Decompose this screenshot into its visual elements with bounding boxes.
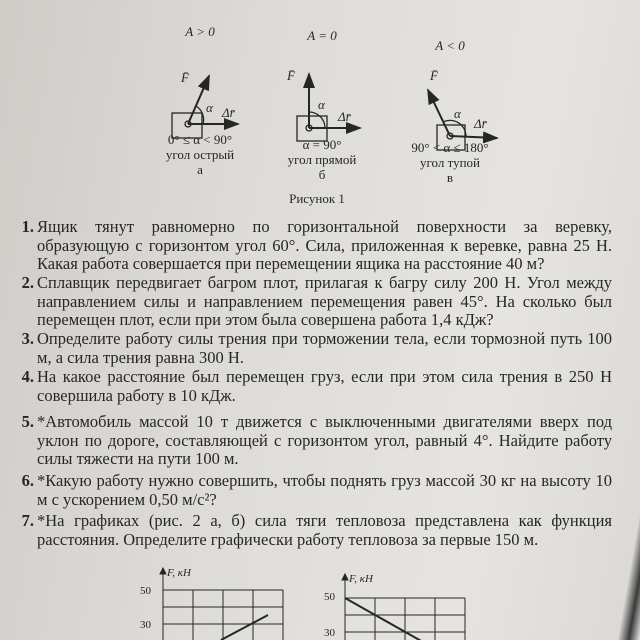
work-sign: A > 0 bbox=[185, 24, 215, 39]
graph-b-tick: 50 bbox=[324, 591, 335, 603]
angle-type: угол прямой bbox=[287, 152, 357, 167]
problem-text-line: *Какую работу нужно совершить, чтобы поднять груз массой 30 кг на высоту 10 bbox=[37, 471, 612, 490]
problem-number: 2. bbox=[21, 273, 34, 292]
force-label: F̄ bbox=[181, 70, 189, 85]
figure-panel-a-caption bbox=[140, 132, 260, 177]
problem-number: 4. bbox=[21, 367, 34, 386]
displacement-label: Δr̄ bbox=[474, 116, 487, 131]
problem-text-line: *Автомобиль массой 10 т движется с выключенными двигателями вверх под bbox=[37, 412, 612, 431]
graph-b-axis-label: F, кН bbox=[349, 573, 373, 585]
alpha-label: α bbox=[206, 100, 213, 115]
problem-item bbox=[12, 218, 612, 274]
problem-text-line: образующую с горизонтом угол 60°. Сила, приложенная к веревке, равна 25 Н. bbox=[37, 235, 612, 255]
problem-text-line: совершила работу в 10 кДж. bbox=[37, 385, 236, 405]
displacement-label: Δr̄ bbox=[222, 105, 235, 120]
problem-number: 3. bbox=[21, 329, 34, 348]
problem-item bbox=[12, 512, 612, 549]
problem-item bbox=[12, 413, 612, 469]
figure-panel-b-caption bbox=[262, 137, 382, 182]
angle-range: 0° ≤ α < 90° bbox=[167, 132, 233, 147]
force-label: F̄ bbox=[430, 68, 438, 83]
problem-item bbox=[12, 274, 612, 330]
panel-letter: б bbox=[318, 167, 326, 182]
graph-a-line bbox=[221, 615, 268, 640]
problem-text-line: *На графиках (рис. 2 а, б) сила тяги тепловоза представлена как функция bbox=[37, 511, 612, 530]
problem-text-line: Определите работу силы трения при торможении тела, если тормозной путь 100 bbox=[37, 329, 612, 348]
problem-number: 1. bbox=[21, 217, 34, 236]
alpha-label: α bbox=[454, 106, 461, 121]
panel-letter: в bbox=[446, 170, 454, 185]
figure2-graphs bbox=[0, 560, 640, 640]
graph-a-tick: 30 bbox=[140, 619, 151, 631]
problem-text-line: силы тяжести на пути 100 м. bbox=[37, 449, 239, 468]
problem-text-line: Ящик тянут равномерно по горизонтальной поверхности за веревку, bbox=[37, 217, 612, 236]
problem-item bbox=[12, 368, 612, 405]
force-label: F̄ bbox=[287, 68, 295, 83]
angle-type: угол тупой bbox=[420, 155, 480, 170]
work-sign: A < 0 bbox=[435, 38, 465, 53]
work-sign: A = 0 bbox=[307, 28, 337, 43]
displacement-label: Δr̄ bbox=[338, 109, 351, 124]
problem-text-line: расстояния. Определите графически работу тепловоза за первые 150 м. bbox=[37, 529, 539, 549]
angle-range: α = 90° bbox=[302, 137, 342, 152]
problem-text-line: уклон по дороге, составляющей с горизонтом угол, равный 4°. Найдите работу bbox=[37, 430, 612, 450]
figure-caption: Рисунок 1 bbox=[289, 191, 345, 206]
graph-b-line bbox=[345, 598, 423, 640]
problem-text-line: На какое расстояние был перемещен груз, если при этом сила трения в 250 Н bbox=[37, 367, 612, 386]
angle-type: угол острый bbox=[165, 147, 235, 162]
panel-letter: а bbox=[197, 162, 203, 177]
problem-text-line: направлением силы и направлением перемещения равен 45°. На сколько был bbox=[37, 291, 612, 311]
graph-b-tick: 30 bbox=[324, 627, 335, 639]
figure-panel-c-caption bbox=[390, 140, 510, 185]
problem-text-line: перемещен плот, если при этом была совершена работа 1,4 кДж? bbox=[37, 310, 494, 329]
problem-text-line: м с ускорением 0,50 м/с²? bbox=[37, 489, 217, 509]
problem-text-line: м, а сила трения равна 300 Н. bbox=[37, 347, 244, 367]
angle-range: 90° < α ≤ 180° bbox=[411, 140, 489, 155]
problem-item bbox=[12, 330, 612, 367]
problem-number: 7. bbox=[21, 511, 34, 530]
problem-number: 5. bbox=[21, 412, 34, 431]
alpha-label: α bbox=[318, 97, 325, 112]
force-arrow-c bbox=[428, 90, 450, 136]
graph-a-axis-label: F, кН bbox=[167, 567, 191, 579]
problem-item bbox=[12, 472, 612, 509]
problem-text-line: Какая работа совершается при перемещении ящика на расстояние 40 м? bbox=[37, 254, 545, 273]
problem-text-line: Сплавщик передвигает багром плот, прилагая к багру силу 200 Н. Угол между bbox=[37, 273, 612, 292]
graph-a-tick: 50 bbox=[140, 585, 151, 597]
displacement-arrow-c bbox=[450, 136, 497, 138]
problem-number: 6. bbox=[21, 471, 34, 490]
